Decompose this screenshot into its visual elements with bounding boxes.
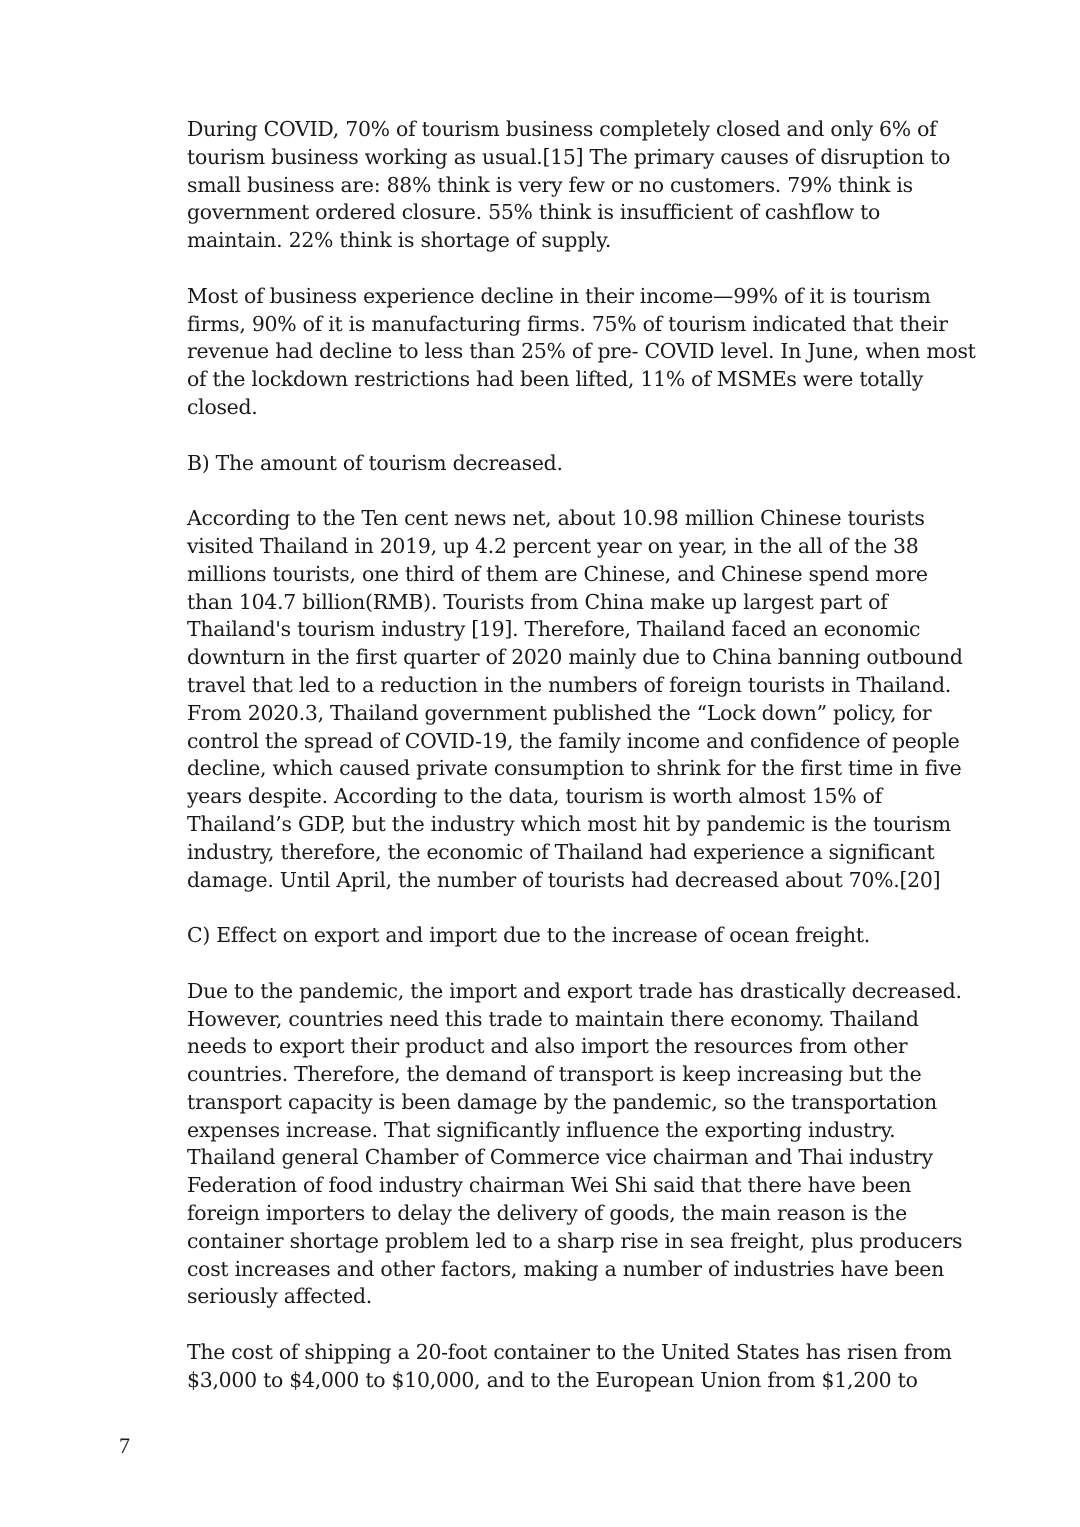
section-heading-b: B) The amount of tourism decreased. xyxy=(187,450,563,475)
paragraph-income-decline: Most of business experience decline in their income—99% of it is tourism firms, 90% of it is manufacturing firms. 75% of tourism indicated that their revenue had decline to less than 25% of pre- COVID level. In June, when most of the lockdown restrictions had been lifted, 11% of MSMEs were totally closed. xyxy=(187,283,976,419)
body-text xyxy=(187,116,977,1422)
paragraph-shipping-cost: The cost of shipping a 20-foot container to the United States has risen from $3,000 to $4,000 to $10,000, and to the European Union from $1,200 to xyxy=(187,1340,952,1392)
paragraph-covid-closures: During COVID, 70% of tourism business completely closed and only 6% of tourism business working as usual.[15] The primary causes of disruption to small business are: 88% think is very few or no customers. 79% think is government ordered closure. 55% think is insufficient of cashflow to maintain. 22% think is shortage of supply. xyxy=(187,117,951,253)
paragraph-chinese-tourists: According to the Ten cent news net, about 10.98 million Chinese tourists visited Thailand in 2019, up 4.2 percent year on year, in the all of the 38 millions tourists, one third of them are Chinese, and Chinese spend more than 104.7 billion(RMB). Tourists from China make up largest part of Thailand's tourism industry [19]. Therefore, Thailand faced an economic downturn in the first quarter of 2020 mainly due to China banning outbound travel that led to a reduction in the numbers of foreign tourists in Thailand. From 2020.3, Thailand government published the “Lock down” policy, for control the spread of COVID-19, the family income and confidence of people decline, which caused private consumption to shrink for the first time in five years despite. According to the data, tourism is worth almost 15% of Thailand’s GDP, but the industry which most hit by pandemic is the tourism industry, therefore, the economic of Thailand had experience a significant damage. Until April, the number of tourists had decreased about 70%.[20] xyxy=(187,506,963,892)
page-number: 7 xyxy=(119,1433,130,1458)
paragraph-trade-decrease: Due to the pandemic, the import and export trade has drastically decreased. However, countries need this trade to maintain there economy. Thailand needs to export their product and also import the resources from other countries. Therefore, the demand of transport is keep increasing but the transport capacity is been damage by the pandemic, so the transportation expenses increase. That significantly influence the exporting industry. Thailand general Chamber of Commerce vice chairman and Thai industry Federation of food industry chairman Wei Shi said that there have been foreign importers to delay the delivery of goods, the main reason is the container shortage problem led to a sharp rise in sea freight, plus producers cost increases and other factors, making a number of industries have been seriously affected. xyxy=(187,978,963,1309)
section-heading-c: C) Effect on export and import due to the increase of ocean freight. xyxy=(187,923,871,948)
